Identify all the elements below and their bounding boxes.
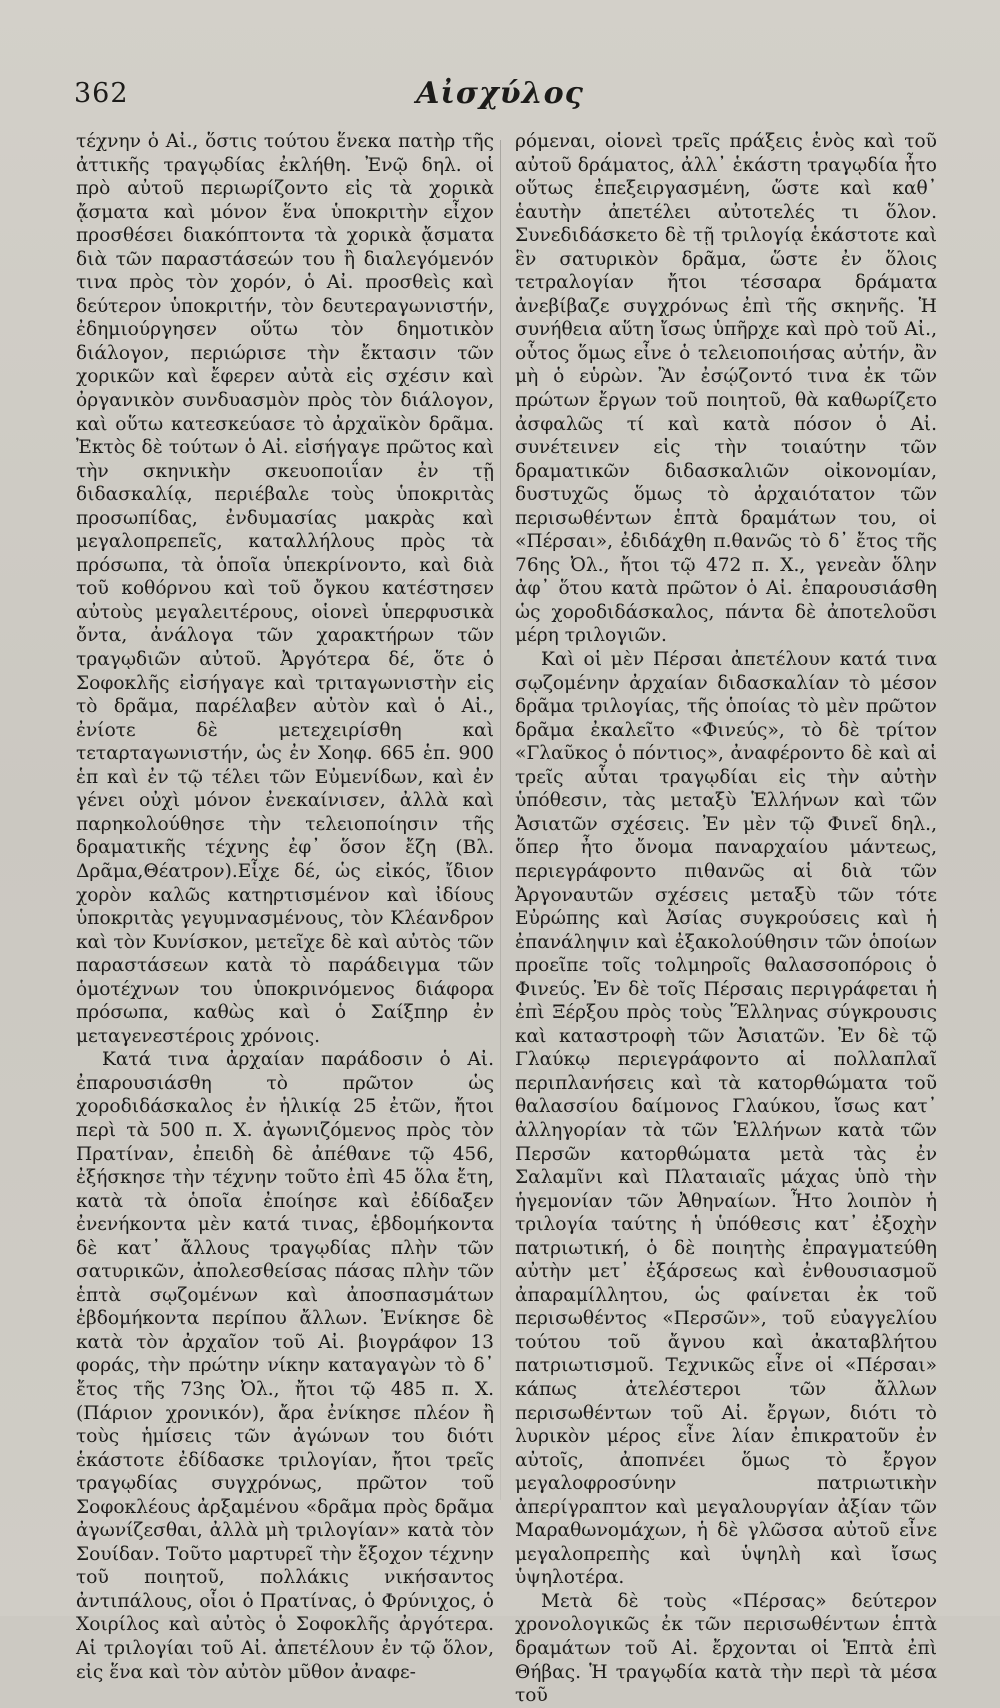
paragraph: Καὶ οἱ μὲν Πέρσαι ἀπετέλουν κατά τινα σῳζομένην ἀρχαίαν διδασκαλίαν τὸ μέσον δρᾶμα τριλογίας, τῆς ὁποίας τὸ μὲν πρῶτον δρᾶμα ἐκαλεῖτο «Φινεύς», τὸ δὲ τρίτον «Γλαῦκος ὁ πόντιος», ἀναφέροντο δὲ καὶ αἱ τρεῖς αὗται τραγῳδίαι εἰς τὴν αὐτὴν ὑπόθεσιν, τὰς μεταξὺ Ἑλλήνων καὶ τῶν Ἀσιατῶν σχέσεις. Ἐν μὲν τῷ Φινεῖ δηλ., ὅπερ ἦτο ὄνομα παναρχαίου μάντεως, περιεγράφοντο πιθανῶς αἱ διὰ τῶν Ἀργοναυτῶν σχέσεις μεταξὺ τῶν τότε Εὐρώπης καὶ Ἀσίας συγκρούσεις καὶ ἡ ἐπανάληψιν καὶ ἐξακολούθησιν τῶν ὁποίων προεῖπε τοῖς τολμηροῖς θαλασσοπόροις ὁ Φινεύς. Ἐν δὲ τοῖς Πέρσαις περιγράφεται ἡ ἐπὶ Ξέρξου πρὸς τοὺς Ἕλληνας σύγκρουσις καὶ καταστροφὴ τῶν Ἀσιατῶν. Ἐν δὲ τῷ Γλαύκῳ περιεγράφοντο αἱ πολλαπλαῖ περιπλανήσεις καὶ τὰ κατορθώματα τοῦ θαλασσίου δαίμονος Γλαύκου, ἴσως κατ᾽ ἀλληγορίαν τὰ τῶν Ἑλλήνων κατὰ τῶν Περσῶν κατορθώματα μετὰ τὰς ἐν Σαλαμῖνι καὶ Πλαταιαῖς μάχας ὑπὸ τὴν ἡγεμονίαν τῶν Ἀθηναίων. Ἦτο λοιπὸν ἡ τριλογία ταύτης ἡ ὑπόθεσις κατ᾽ ἐξοχὴν πατριωτική, ὁ δὲ ποιητὴς ἐπραγματεύθη αὐτὴν μετ᾽ ἐξάρσεως καὶ ἐνθουσιασμοῦ ἀπαραμίλλητου, ὡς φαίνεται ἐκ τοῦ περισωθέντος «Περσῶν», τοῦ εὐαγγελίου τούτου τοῦ ἄγνου καὶ ἀκαταβλήτου πατριωτισμοῦ. Τεχνικῶς εἶνε οἱ «Πέρσαι» κάπως ἀτελέστεροι τῶν ἄλλων περισωθέντων τοῦ Αἰ. ἔργων, διότι τὸ λυρικὸν μέρος εἶνε λίαν ἐπικρατοῦν ἐν αὐτοῖς, ἀποπνέει ὅμως τὸ ἔργον μεγαλοφροσύνην πατριωτικὴν ἀπερίγραπτον καὶ μεγαλουργίαν ἀξίαν τῶν Μαραθωνομάχων, ἡ δὲ γλῶσσα αὐτοῦ εἶνε μεγαλοπρεπὴς καὶ ὑψηλὴ καὶ ἴσως ὑψηλοτέρα. xyxy=(515,649,937,1589)
running-title: Αἰσχύλος xyxy=(416,76,584,111)
paragraph: Μετὰ δὲ τοὺς «Πέρσας» δεύτερον χρονολογικῶς ἐκ τῶν περισωθέντων ἑπτὰ δραμάτων τοῦ Αἰ. ἔρχονται οἱ Ἑπτὰ ἐπὶ Θήβας. Ἡ τραγῳδία κατὰ τὴν περὶ τὰ μέσα τοῦ xyxy=(515,1590,937,1707)
paragraph: ρόμεναι, οἱονεὶ τρεῖς πράξεις ἑνὸς καὶ τοῦ αὐτοῦ δράματος, ἀλλ᾽ ἑκάστη τραγῳδία ἦτο οὕτως ἐπεξειργασμένη, ὥστε καὶ καθ᾽ ἑαυτὴν ἀπετέλει αὐτοτελές τι ὅλον. Συνεδιδάσκετο δὲ τῇ τριλογίᾳ ἑκάστοτε καὶ ἓν σατυρικὸν δρᾶμα, ὥστε ἐν ὅλοις τετραλογίαν ἤτοι τέσσαρα δράματα ἀνεβίβαζε συγχρόνως ἐπὶ τῆς σκηνῆς. Ἡ συνήθεια αὕτη ἴσως ὑπῆρχε καὶ πρὸ τοῦ Αἰ., οὗτος ὅμως εἶνε ὁ τελειοποιήσας αὐτήν, ἂν μὴ ὁ εὑρὼν. Ἂν ἐσῴζοντό τινα ἐκ τῶν πρώτων ἔργων τοῦ ποιητοῦ, θὰ καθωρίζετο ἀσφαλῶς τί καὶ κατὰ πόσον ὁ Αἰ. συνέτεινεν εἰς τὴν τοιαύτην τῶν δραματικῶν διδασκαλιῶν οἰκονομίαν, δυστυχῶς ὅμως τὸ ἀρχαιότατον τῶν περισωθέντων ἑπτὰ δραμάτων του, οἱ «Πέρσαι», ἐδιδάχθη π.θανῶς τὸ δ᾽ ἔτος τῆς 76ης Ὀλ., ἤτοι τῷ 472 π. Χ., γενεὰν ὅλην ἀφ᾽ ὅτου κατὰ πρῶτον ὁ Αἰ. ἐπαρουσιάσθη ὡς χοροδιδάσκαλος, πάντα δὲ ἀποτελοῦσι μέρη τριλογιῶν. xyxy=(515,131,937,647)
paragraph: τέχνην ὁ Αἰ., ὅστις τούτου ἕνεκα πατὴρ τῆς ἀττικῆς τραγῳδίας ἐκλήθη. Ἐνῷ δηλ. οἱ πρὸ αὐτοῦ περιωρίζοντο εἰς τὰ χορικὰ ᾄσματα καὶ μόνον ἕνα ὑποκριτὴν εἶχον προσθέσει διακόπτοντα τὰ χορικὰ ᾄσματα διὰ τῶν παραστάσεών του ἢ διαλεγόμενόν τινα πρὸς τὸν χορόν, ὁ Αἰ. προσθεὶς καὶ δεύτερον ὑποκριτήν, τὸν δευτεραγωνιστήν, ἐδημιούργησεν οὕτω τὸν δημοτικὸν διάλογον, περιώρισε τὴν ἔκτασιν τῶν χορικῶν καὶ ἔφερεν αὐτὰ εἰς σχέσιν καὶ ὀργανικὸν συνδυασμὸν πρὸς τὸν διάλογον, καὶ οὕτω κατεσκεύασε τὸ ἀρχαϊκὸν δρᾶμα. Ἐκτὸς δὲ τούτων ὁ Αἰ. εἰσήγαγε πρῶτος καὶ τὴν σκηνικὴν σκευοποιΐαν ἐν τῇ διδασκαλίᾳ, περιέβαλε τοὺς ὑποκριτὰς προσωπίδας, ἐνδυμασίας μακρὰς καὶ μεγαλοπρεπεῖς, καταλλήλους πρὸς τὰ πρόσωπα, τὰ ὁποῖα ὑπεκρίνοντο, καὶ διὰ τοῦ κοθόρνου καὶ τοῦ ὄγκου κατέστησεν αὐτοὺς μεγαλειτέρους, οἱονεὶ ὑπερφυσικὰ ὄντα, ἀνάλογα τῶν χαρακτήρων τῶν τραγῳδιῶν αὐτοῦ. Ἀργότερα δέ, ὅτε ὁ Σοφοκλῆς εἰσήγαγε καὶ τριταγωνιστὴν εἰς τὸ δρᾶμα, παρέλαβεν αὐτὸν καὶ ὁ Αἰ., ἐνίοτε δὲ μετεχειρίσθη καὶ τεταρταγωνιστήν, ὡς ἐν Χοηφ. 665 ἑπ. 900 ἑπ καὶ ἐν τῷ τέλει τῶν Εὐμενίδων, καὶ ἐν γένει οὐχὶ μόνον ἐνεκαίνισεν, ἀλλὰ καὶ παρηκολούθησε τὴν τελειοποίησιν τῆς δραματικῆς τέχνης ἐφ᾽ ὅσον ἔζη (Βλ. Δρᾶμα,Θέατρον).Εἶχε δέ, ὡς εἰκός, ἴδιον χορὸν καλῶς κατηρτισμένον καὶ ἰδίους ὑποκριτὰς γεγυμνασμένους, τὸν Κλέανδρον καὶ τὸν Κυνίσκον, μετεῖχε δὲ καὶ αὐτὸς τῶν παραστάσεων κατὰ τὸ παράδειγμα τῶν ὁμοτέχνων του ὑποκρινόμενος διάφορα πρόσωπα, καθὼς καὶ ὁ Σαίξπηρ ἐν μεταγενεστέροις χρόνοις. xyxy=(76,131,494,1047)
left-column xyxy=(76,130,494,1684)
page-number: 362 xyxy=(74,78,129,109)
paragraph: Κατά τινα ἀρχαίαν παράδοσιν ὁ Αἰ. ἐπαρουσιάσθη τὸ πρῶτον ὡς χοροδιδάσκαλος ἐν ἡλικίᾳ 25 ἐτῶν, ἤτοι περὶ τὰ 500 π. Χ. ἀγωνιζόμενος πρὸς τὸν Πρατίναν, ἐπειδὴ δὲ ἀπέθανε τῷ 456, ἐξήσκησε τὴν τέχνην τοῦτο ἐπὶ 45 ὅλα ἔτη, κατὰ τὰ ὁποῖα ἐποίησε καὶ ἐδίδαξεν ἐνενήκοντα μὲν κατά τινας, ἑβδομήκοντα δὲ κατ᾽ ἄλλους τραγῳδίας πλὴν τῶν σατυρικῶν, ἀπολεσθείσας πάσας πλὴν τῶν ἑπτὰ σῳζομένων καὶ ἀποσπασμάτων ἑβδομήκοντα περίπου ἄλλων. Ἐνίκησε δὲ κατὰ τὸν ἀρχαῖον τοῦ Αἰ. βιογράφον 13 φοράς, τὴν πρώτην νίκην καταγαγὼν τὸ δ᾽ ἔτος τῆς 73ης Ὀλ., ἤτοι τῷ 485 π. Χ. (Πάριον χρονικόν), ἄρα ἐνίκησε πλέον ἢ τοὺς ἡμίσεις τῶν ἀγώνων του διότι ἑκάστοτε ἐδίδασκε τριλογίαν, ἤτοι τρεῖς τραγῳδίας συγχρόνως, πρῶτον τοῦ Σοφοκλέους ἀρξαμένου «δρᾶμα πρὸς δρᾶμα ἀγωνίζεσθαι, ἀλλὰ μὴ τριλογίαν» κατὰ τὸν Σουίδαν. Τοῦτο μαρτυρεῖ τὴν ἔξοχον τέχνην τοῦ ποιητοῦ, πολλάκις νικήσαντος ἀντιπάλους, οἷοι ὁ Πρατίνας, ὁ Φρύνιχος, ὁ Χοιρίλος καὶ αὐτὸς ὁ Σοφοκλῆς ἀργότερα. Αἱ τριλογίαι τοῦ Αἰ. ἀπετέλουν ἐν τῷ ὅλον, εἰς ἕνα καὶ τὸν αὐτὸν μῦθον ἀναφε- xyxy=(76,1049,494,1683)
column-divider xyxy=(500,140,501,1500)
right-column xyxy=(515,130,937,1708)
